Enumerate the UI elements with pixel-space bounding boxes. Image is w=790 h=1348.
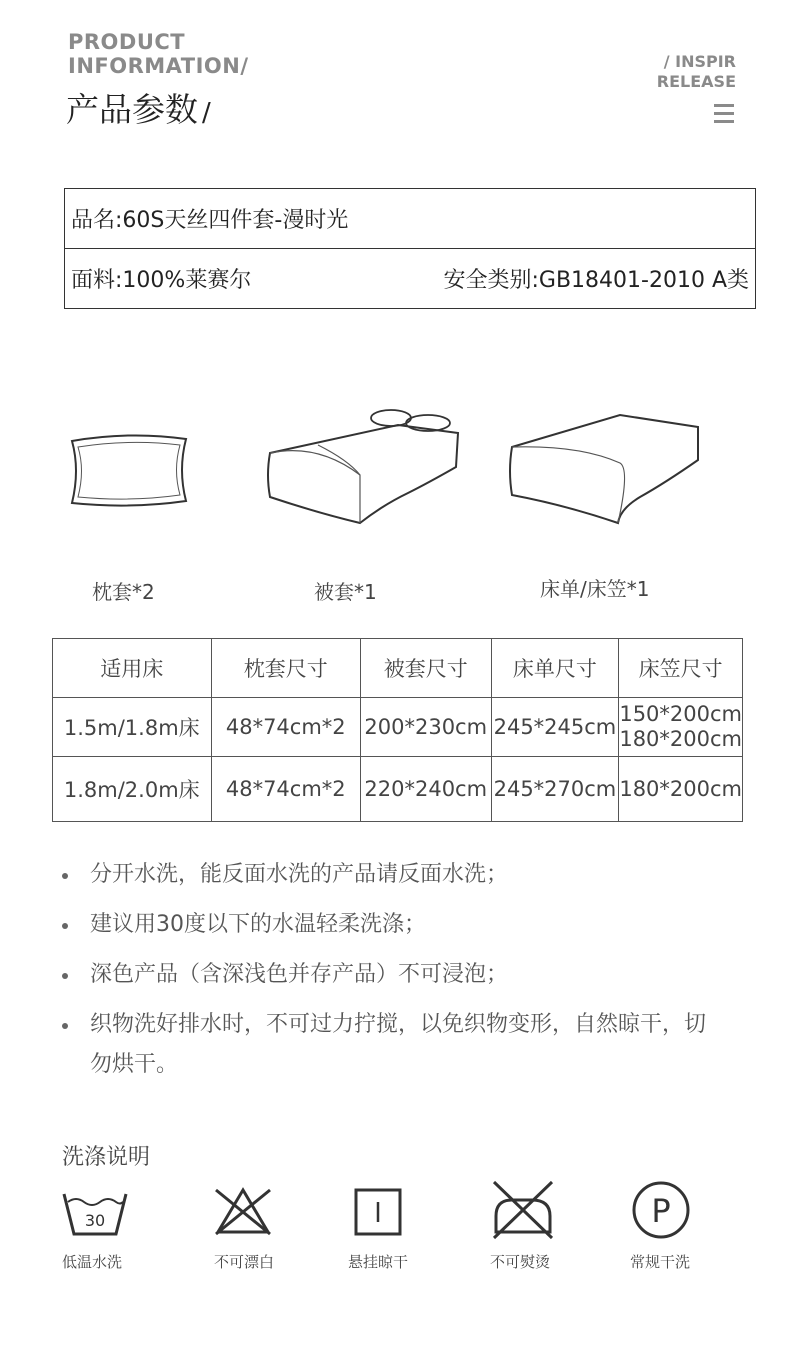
no-bleach-icon bbox=[208, 1180, 278, 1240]
wash-label-no-iron: 不可熨烫 bbox=[490, 1253, 551, 1271]
table-row bbox=[53, 698, 743, 757]
sheet-label: 床单/床笠*1 bbox=[540, 577, 650, 601]
fabric-row bbox=[65, 249, 755, 308]
header-fitted-sheet: 床笠尺寸 bbox=[619, 639, 743, 698]
table-cell bbox=[619, 698, 743, 757]
brand-line2: RELEASE bbox=[656, 72, 736, 91]
no-iron-icon bbox=[488, 1176, 558, 1242]
wash-label-hang-dry: 悬挂晾干 bbox=[348, 1253, 409, 1271]
page-title-text: 产品参数 bbox=[66, 90, 198, 129]
table-row bbox=[53, 757, 743, 822]
wash-label-low-temp: 低温水洗 bbox=[62, 1253, 123, 1271]
duvet-label: 被套*1 bbox=[314, 580, 377, 604]
table-cell: 245*270cm bbox=[491, 757, 619, 822]
size-table bbox=[52, 638, 743, 822]
list-item: 分开水洗，能反面水洗的产品请反面水洗； bbox=[62, 855, 742, 895]
table-cell: 1.5m/1.8m床 bbox=[53, 698, 212, 757]
table-cell: 220*240cm bbox=[360, 757, 491, 822]
table-cell: 245*245cm bbox=[491, 698, 619, 757]
header-sheet: 床单尺寸 bbox=[491, 639, 619, 698]
duvet-illustration bbox=[258, 405, 468, 530]
page-title bbox=[66, 84, 211, 131]
table-cell: 200*230cm bbox=[360, 698, 491, 757]
header-bed: 适用床 bbox=[53, 639, 212, 698]
pillowcase-illustration bbox=[60, 425, 200, 515]
brand-logo bbox=[657, 52, 736, 92]
list-item: 深色产品（含深浅色并存产品）不可浸泡； bbox=[62, 955, 742, 995]
header-pillowcase: 枕套尺寸 bbox=[211, 639, 360, 698]
list-item: 织物洗好排水时，不可过力拧搅，以免织物变形，自然晾干，切勿烘干。 bbox=[62, 1005, 710, 1085]
wash-label-no-bleach: 不可漂白 bbox=[214, 1253, 275, 1271]
product-name-value: 60S天丝四件套-漫时光 bbox=[122, 208, 349, 233]
header-english-title bbox=[68, 30, 249, 78]
page-title-slash: / bbox=[202, 98, 211, 128]
dry-clean-icon bbox=[626, 1180, 696, 1240]
table-cell: 48*74cm*2 bbox=[211, 757, 360, 822]
product-info-box bbox=[64, 188, 756, 309]
low-temp-wash-icon bbox=[60, 1180, 130, 1240]
menu-icon[interactable] bbox=[714, 104, 734, 128]
fabric-label: 面料: bbox=[71, 268, 123, 293]
brand-line1: / INSPIR bbox=[663, 52, 736, 71]
table-header-row bbox=[53, 639, 743, 698]
wash-temp-text: 30 bbox=[84, 1211, 106, 1230]
header-duvet: 被套尺寸 bbox=[360, 639, 491, 698]
care-notes-list bbox=[62, 855, 742, 1095]
fabric-value: 100%莱赛尔 bbox=[122, 268, 252, 293]
wash-label-dry-clean: 常规干洗 bbox=[630, 1253, 691, 1271]
dry-clean-letter: P bbox=[651, 1192, 671, 1230]
fitted-size-2: 180*200cm bbox=[619, 727, 742, 751]
header-en-line2: INFORMATION/ bbox=[68, 54, 249, 78]
table-cell: 1.8m/2.0m床 bbox=[53, 757, 212, 822]
product-name-row bbox=[65, 189, 755, 249]
hang-dry-icon bbox=[343, 1180, 413, 1240]
product-name-label: 品名: bbox=[71, 208, 123, 233]
pillowcase-label: 枕套*2 bbox=[92, 580, 155, 604]
fitted-size-1: 150*200cm bbox=[619, 702, 742, 726]
fabric-info bbox=[71, 263, 251, 294]
table-cell: 180*200cm bbox=[619, 757, 743, 822]
table-cell: 48*74cm*2 bbox=[211, 698, 360, 757]
wash-title: 洗涤说明 bbox=[62, 1145, 151, 1170]
header-en-line1: PRODUCT bbox=[68, 30, 186, 54]
bedsheet-illustration bbox=[500, 405, 710, 530]
safety-category: 安全类别:GB18401-2010 A类 bbox=[443, 268, 749, 293]
list-item: 建议用30度以下的水温轻柔洗涤； bbox=[62, 905, 742, 945]
